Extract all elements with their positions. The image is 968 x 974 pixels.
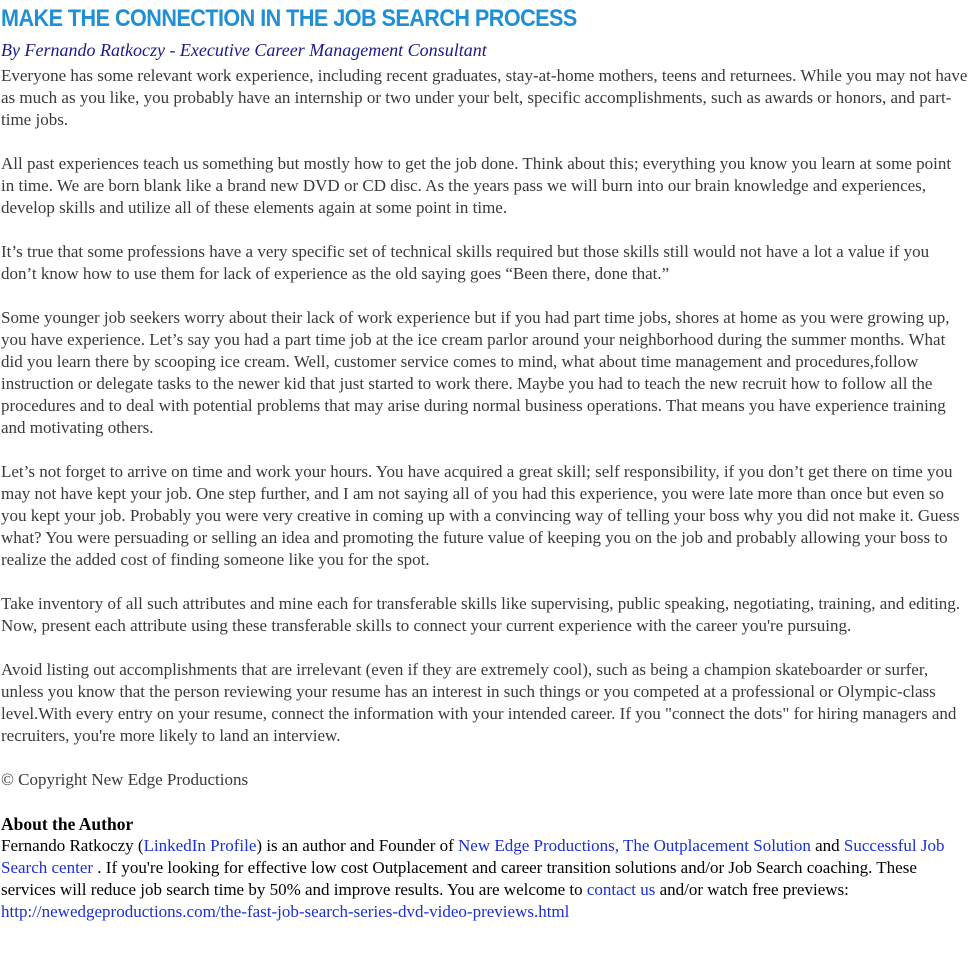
about-text-5: and/or watch free previews: xyxy=(655,880,849,899)
paragraph-4: Some younger job seekers worry about their lack of work experience but if you had part time jobs, shores at home as you were growing up, you have experience. Let’s say you had a part time job at the ice cream parlor around your neighborhood during the summer months. What did you learn there by scooping ice cream. Well, customer service comes to mind, what about time management and procedures,follow instruction or delegate tasks to the newer kid that just started to work there. Maybe you had to teach the new recruit how to follow all the procedures and to deal with potential problems that may arise during normal business operations. That means you have experience training and motivating others. xyxy=(1,308,950,437)
paragraph-1: Everyone has some relevant work experience, including recent graduates, stay-at-home mothers, teens and returnees. While you may not have as much as you like, you probably have an internship or two under your belt, specific accomplishments, such as awards or honors, and part-time jobs. xyxy=(1,66,968,129)
new-edge-productions-link[interactable]: New Edge Productions, The Outplacement Solution xyxy=(458,836,811,855)
linkedin-profile-link[interactable]: LinkedIn Profile xyxy=(143,836,257,855)
paragraph-7: Avoid listing out accomplishments that are irrelevant (even if they are extremely cool), such as being a champion skateboarder or surfer, unless you know that the person reviewing your resume has an interest in such things or you competed at a professional or Olympic-class level.With every entry on your resume, connect the information with your intended career. If you "connect the dots" for hiring managers and recruiters, you're more likely to land an interview. xyxy=(1,660,957,745)
paragraph-5: Let’s not forget to arrive on time and work your hours. You have acquired a great skill; self responsibility, if you don’t get there on time you may not have kept your job. One step further, and I am not saying all of you had this experience, you were late more than once but even so you kept your job. Probably you were very creative in coming up with a convincing way of telling your boss why you did not make it. Guess what? You were persuading or selling an idea and promoting the future value of keeping you on the job and probably allowing your boss to realize the added cost of finding someone like you for the spot. xyxy=(1,462,960,569)
copyright-notice: © Copyright New Edge Productions xyxy=(1,770,249,789)
video-previews-link[interactable]: http://newedgeproductions.com/the-fast-job-search-series-dvd-video-previews.html xyxy=(1,902,570,921)
about-author-text xyxy=(1,835,968,923)
contact-us-link[interactable]: contact us xyxy=(586,880,656,899)
article-page xyxy=(0,4,968,923)
paragraph-6: Take inventory of all such attributes and mine each for transferable skills like supervising, public speaking, negotiating, training, and editing. Now, present each attribute using these transferable skills to connect your current experience with the career you're pursuing. xyxy=(1,594,961,635)
about-text-2: ) is an author and Founder of xyxy=(256,836,459,855)
successful-job-search-center-link[interactable]: Successful Job Search center xyxy=(1,836,945,877)
about-text-1: Fernando Ratkoczy ( xyxy=(1,836,144,855)
paragraph-3: It’s true that some professions have a very specific set of technical skills required but those skills still would not have a lot a value if you don’t know how to use them for lack of experience as the old saying goes “Been there, done that.” xyxy=(1,242,930,283)
paragraph-2: All past experiences teach us something but mostly how to get the job done. Think about this; everything you know you learn at some point in time. We are born blank like a brand new DVD or CD disc. As the years pass we will burn into our brain knowledge and experiences, develop skills and utilize all of these elements again at some point in time. xyxy=(1,154,952,217)
about-text-3: and xyxy=(810,836,844,855)
article-title: MAKE THE CONNECTION IN THE JOB SEARCH PROCESS xyxy=(1,5,577,32)
about-author-heading: About the Author xyxy=(1,814,134,834)
about-text-4: . If you're looking for effective low cost Outplacement and career transition solutions and/or Job Search coaching. These services will reduce job search time by 50% and improve results. You are welcome to xyxy=(1,858,917,899)
article-byline: By Fernando Ratkoczy - Executive Career Management Consultant xyxy=(1,40,487,60)
